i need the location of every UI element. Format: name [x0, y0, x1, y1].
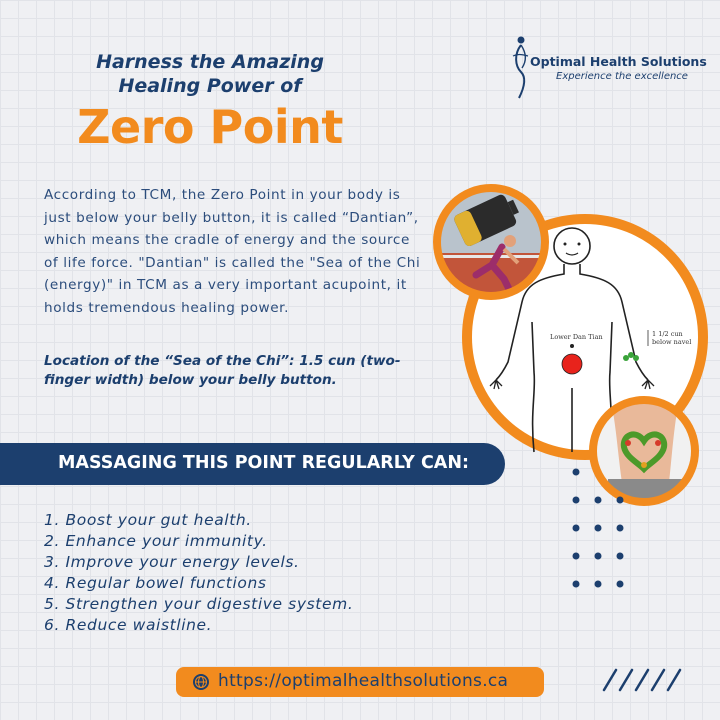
list-item: 2. Enhance your immunity.	[44, 532, 268, 550]
location-note: Location of the “Sea of the Chi”: 1.5 cun (two-finger width) below your belly button.	[44, 353, 401, 388]
benefits-heading: MASSAGING THIS POINT REGULARLY CAN:	[58, 453, 469, 473]
intro-paragraph: According to TCM, the Zero Point in your body is just below your belly button, it is called “Dantian”, which means the cradle of energy and the source of life force. "Dantian" is called the "Sea of the Chi (energy)" in TCM as a very important acupoint, it holds tremendous healing power.	[44, 187, 421, 316]
headline-line-2: Healing Power of	[118, 75, 302, 97]
list-item: 4. Regular bowel functions	[44, 574, 267, 592]
headline-intro	[60, 50, 360, 98]
list-item: 6. Reduce waistline.	[44, 616, 213, 634]
cun-label-1: 1 1/2 cun	[652, 330, 683, 338]
brand-name: Optimal Health Solutions	[530, 54, 707, 69]
list-item: 5. Strengthen your digestive system.	[44, 595, 354, 613]
meditation-figure-icon	[510, 32, 532, 100]
globe-icon	[192, 673, 210, 691]
benefits-list	[44, 510, 464, 636]
website-url[interactable]: https://optimalhealthsolutions.ca	[218, 671, 509, 691]
cun-label-2: below navel	[652, 338, 692, 346]
decorative-slashes	[600, 668, 690, 692]
list-item: 3. Improve your energy levels.	[44, 553, 300, 571]
list-item: 1. Boost your gut health.	[44, 511, 252, 529]
brand-tagline: Experience the excellence	[556, 71, 688, 82]
lower-dantian-label: Lower Dan Tian	[550, 333, 603, 341]
page-title: Zero Point	[77, 100, 343, 154]
decorative-dots	[566, 462, 636, 592]
runner-battery-image	[432, 183, 550, 301]
headline-line-1: Harness the Amazing	[96, 51, 324, 73]
